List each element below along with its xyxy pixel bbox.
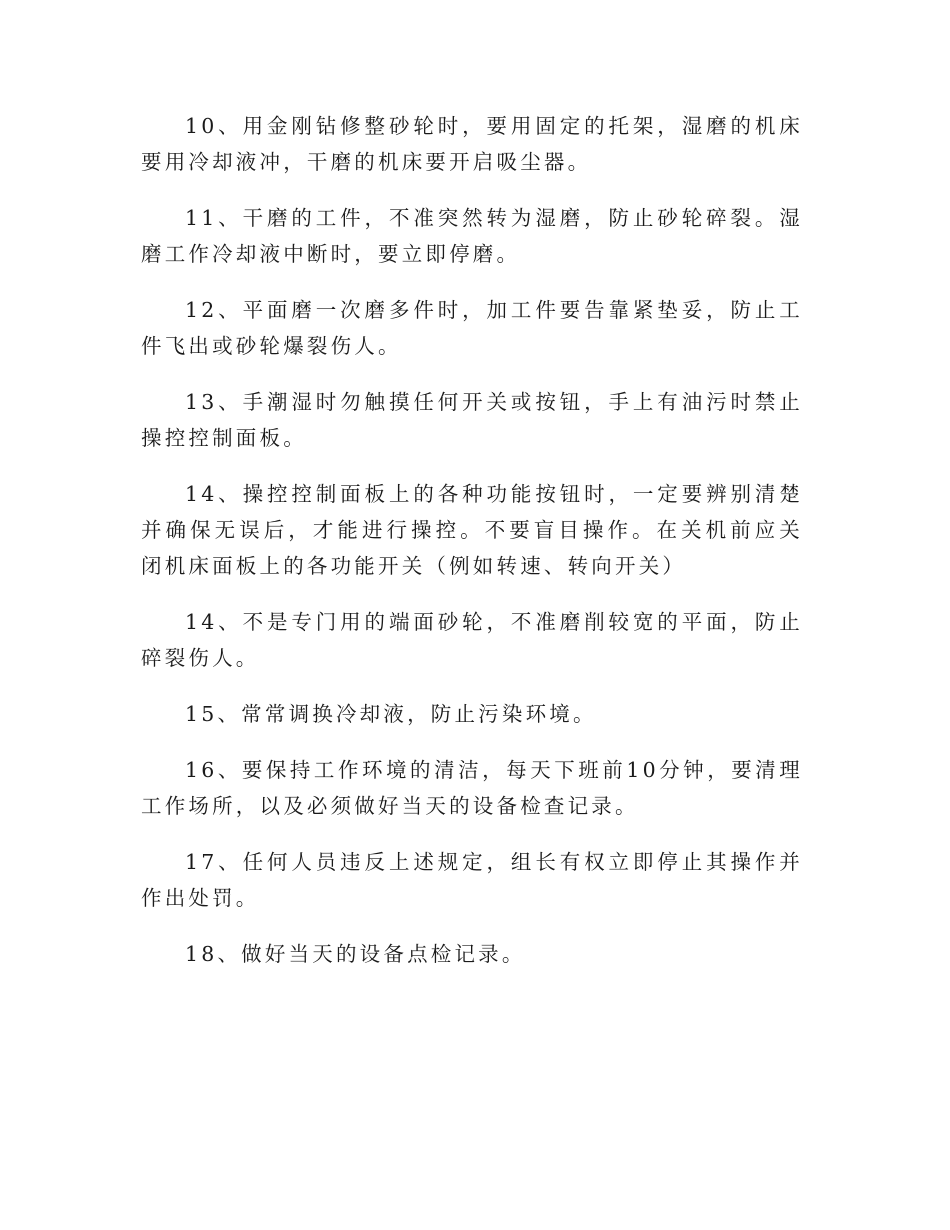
paragraph-item-14a: 14、操控控制面板上的各种功能按钮时，一定要辨别清楚并确保无误后，才能进行操控。不要盲目操作。在关机前应关闭机床面板上的各功能开关（例如转速、转向开关） xyxy=(141,482,803,578)
paragraph-item-18: 18、做好当天的设备点检记录。 xyxy=(185,942,526,966)
paragraph-item-16: 16、要保持工作环境的清洁，每天下班前10分钟，要清理工作场所，以及必须做好当天的设备检查记录。 xyxy=(141,758,803,818)
paragraph-item-13: 13、手潮湿时勿触摸任何开关或按钮，手上有油污时禁止操控控制面板。 xyxy=(141,390,803,450)
paragraph-item-11: 11、干磨的工件，不准突然转为湿磨，防止砂轮碎裂。湿磨工作冷却液中断时，要立即停磨。 xyxy=(141,206,803,266)
paragraph-item-15: 15、常常调换冷却液，防止污染环境。 xyxy=(185,702,597,726)
paragraph-item-14b: 14、不是专门用的端面砂轮，不准磨削较宽的平面，防止碎裂伤人。 xyxy=(141,610,803,670)
paragraph-item-12: 12、平面磨一次磨多件时，加工件要告靠紧垫妥，防止工件飞出或砂轮爆裂伤人。 xyxy=(141,298,803,358)
document-body xyxy=(141,108,803,992)
paragraph-item-10: 10、用金刚钻修整砂轮时，要用固定的托架，湿磨的机床要用冷却液冲，干磨的机床要开启吸尘器。 xyxy=(141,114,803,174)
paragraph-item-17: 17、任何人员违反上述规定，组长有权立即停止其操作并作出处罚。 xyxy=(141,850,803,910)
